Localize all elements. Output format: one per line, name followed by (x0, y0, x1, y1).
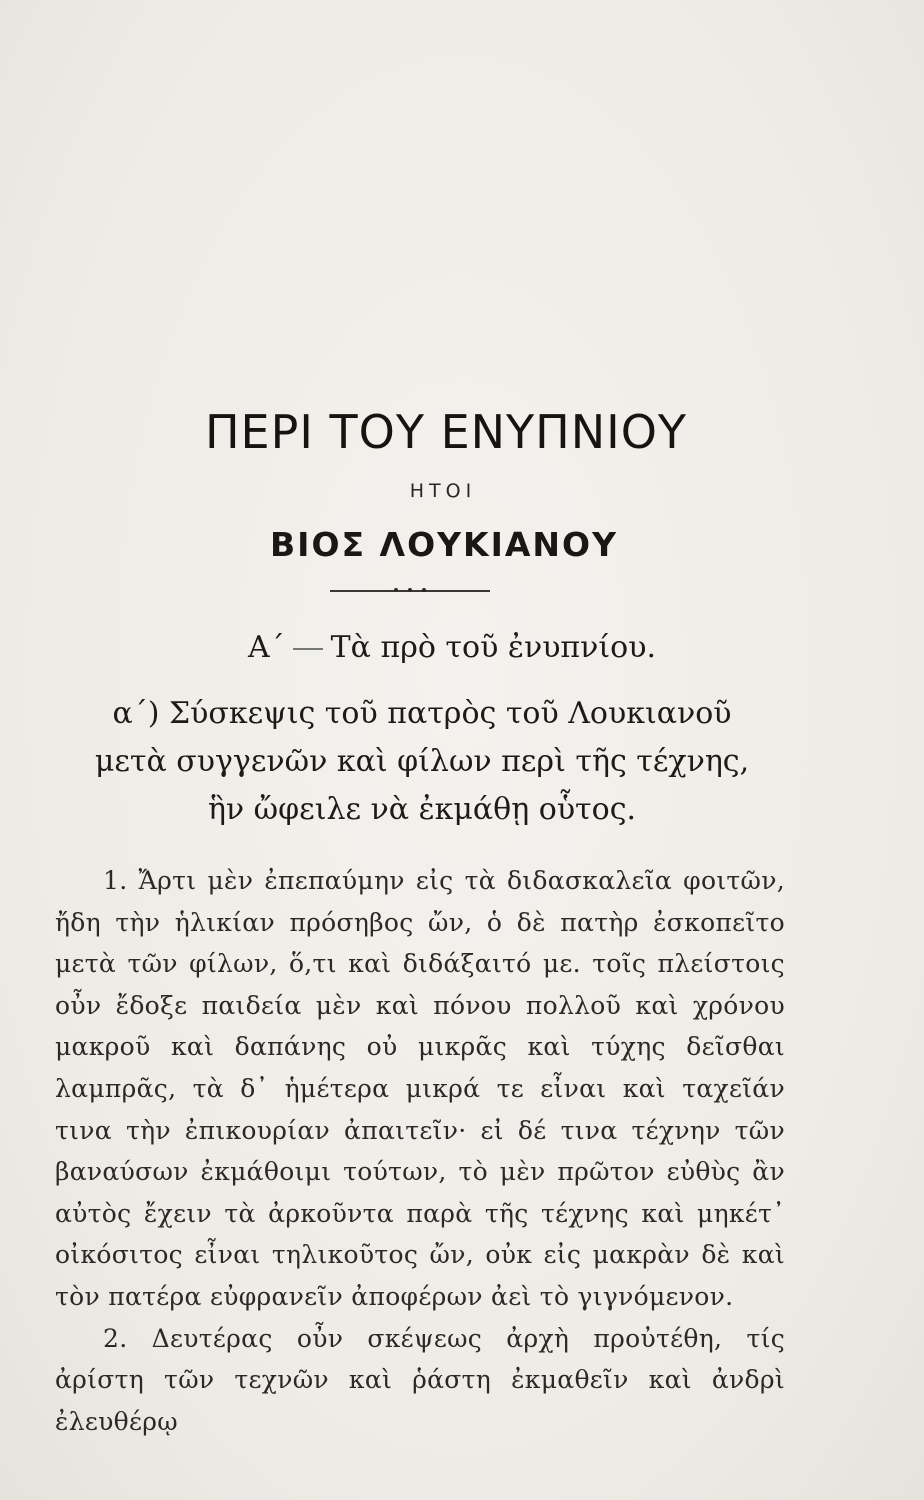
body-text (55, 860, 785, 1442)
chapter-title: Τὰ πρὸ τοῦ ἐνυπνίου. (330, 630, 656, 665)
divider-ornament-icon (394, 586, 426, 594)
title-connector: ΗΤΟΙ (409, 480, 477, 502)
section-heading: α΄) Σύσκεψις τοῦ πατρὸς τοῦ Λουκιανοῦ μετὰ συγγενῶν καὶ φίλων περὶ τῆς τέχνης, ἣν ὤφειλε νὰ ἐκμάθῃ οὗτος. (94, 696, 750, 827)
page-title: ΠΕΡΙ ΤΟΥ ΕΝΥΠΝΙΟΥ (204, 405, 688, 459)
page-subtitle: ΒΙΟΣ ΛΟΥΚΙΑΝΟΥ (270, 525, 618, 564)
chapter-dash (293, 648, 323, 650)
chapter-heading (0, 630, 924, 665)
paragraph-1: 1. Ἄρτι μὲν ἐπεπαύμην εἰς τὰ διδασκαλεῖα φοιτῶν, ἤδη τὴν ἡλικίαν πρόσηβος ὤν, ὁ δὲ πατὴρ ἐσκοπεῖτο μετὰ τῶν φίλων, ὅ,τι καὶ διδάξαιτό με. τοῖς πλείστοις οὖν ἔδοξε παιδεία μὲν καὶ πόνου πολλοῦ καὶ χρόνου μακροῦ καὶ δαπάνης οὐ μικρᾶς καὶ τύχης δεῖσθαι λαμπρᾶς, τὰ δ᾽ ἡμέτερα μικρά τε εἶναι καὶ ταχεῖάν τινα τὴν ἐπικουρίαν ἀπαιτεῖν· εἰ δέ τινα τέχνην τῶν βαναύσων ἐκμάθοιμι τούτων, τὸ μὲν πρῶτον εὐθὺς ἂν αὐτὸς ἔχειν τὰ ἀρκοῦντα παρὰ τῆς τέχνης καὶ μηκέτ᾽ οἰκόσιτος εἶναι τηλικοῦτος ὤν, οὐκ εἰς μακρὰν δὲ καὶ τὸν πατέρα εὐφρανεῖν ἀποφέρων ἀεὶ τὸ γιγνόμενον. (55, 866, 785, 1311)
chapter-number: Α΄ (248, 630, 285, 665)
paragraph-2: 2. Δευτέρας οὖν σκέψεως ἀρχὴ προὐτέθη, τίς ἀρίστη τῶν τεχνῶν καὶ ῥάστη ἐκμαθεῖν καὶ ἀνδρὶ ἐλευθέρῳ (55, 1323, 785, 1436)
